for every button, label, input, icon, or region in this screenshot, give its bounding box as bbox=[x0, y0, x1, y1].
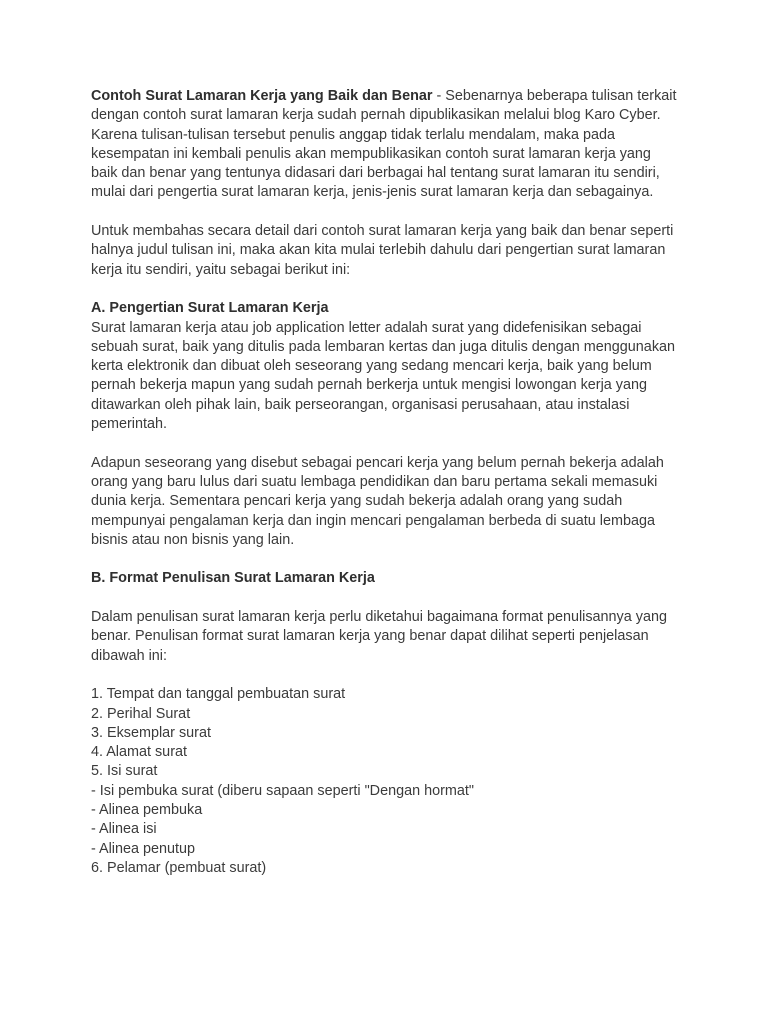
list-item: 5. Isi surat bbox=[91, 763, 158, 780]
section-a-paragraph-2 bbox=[91, 454, 691, 550]
section-a-line: Surat lamaran kerja atau job application letter adalah surat yang didefenisikan sebagai bbox=[91, 319, 642, 336]
format-list bbox=[91, 685, 691, 878]
section-b-paragraph bbox=[91, 608, 691, 666]
intro-line: kesempatan ini kembali penulis akan mempublikasikan contoh surat lamaran kerja yang bbox=[91, 145, 651, 162]
section-a-para2-line: Adapun seseorang yang disebut sebagai pencari kerja yang belum pernah bekerja adalah bbox=[91, 454, 664, 471]
section-a-line: pernah bekerja mapun yang sudah pernah berkerja untuk mengisi lowongan kerja yang bbox=[91, 377, 647, 394]
intro-title-tail: - Sebenarnya beberapa tulisan terkait bbox=[432, 88, 677, 104]
paragraph-line: Untuk membahas secara detail dari contoh surat lamaran kerja yang baik dan benar seperti bbox=[91, 223, 674, 240]
list-item: 2. Perihal Surat bbox=[91, 705, 191, 722]
document-body bbox=[91, 87, 691, 878]
second-paragraph bbox=[91, 222, 691, 280]
section-a-line: ditawarkan oleh pihak lain, baik perseorangan, organisasi perusahaan, atau instalasi bbox=[91, 396, 630, 413]
list-item: 3. Eksemplar surat bbox=[91, 724, 211, 741]
list-item: 4. Alamat surat bbox=[91, 744, 187, 761]
list-item: 1. Tempat dan tanggal pembuatan surat bbox=[91, 686, 346, 703]
section-a-line: pemerintah. bbox=[91, 416, 167, 433]
section-a-para2-line: mempunyai pengalaman kerja dan ingin mencari pengalaman berbeda di suatu lembaga bbox=[91, 512, 655, 529]
section-b-line: Dalam penulisan surat lamaran kerja perlu diketahui bagaimana format penulisannya yang bbox=[91, 609, 667, 626]
section-a bbox=[91, 299, 691, 434]
section-b-line: benar. Penulisan format surat lamaran kerja yang benar dapat dilihat seperti penjelasan bbox=[91, 628, 649, 645]
list-item: - Isi pembuka surat (diberu sapaan seperti "Dengan hormat" bbox=[91, 782, 474, 799]
section-a-para2-line: orang yang baru lulus dari suatu lembaga pendidikan dan baru pertama sekali memasuki bbox=[91, 473, 658, 490]
intro-title: Contoh Surat Lamaran Kerja yang Baik dan Benar bbox=[91, 88, 433, 104]
list-item: - Alinea isi bbox=[91, 821, 157, 838]
paragraph-line: halnya judul tulisan ini, maka akan kita mulai terlebih dahulu dari pengertian surat lamaran bbox=[91, 242, 666, 259]
intro-line: dengan contoh surat lamaran kerja sudah pernah dipublikasikan melalui blog Karo Cyber. bbox=[91, 107, 661, 124]
section-b-line: dibawah ini: bbox=[91, 647, 168, 664]
intro-first-line bbox=[91, 87, 691, 106]
list-item: 6. Pelamar (pembuat surat) bbox=[91, 859, 267, 876]
list-item: - Alinea penutup bbox=[91, 840, 196, 857]
section-a-para2-line: dunia kerja. Sementara pencari kerja yang sudah bekerja adalah orang yang sudah bbox=[91, 493, 623, 510]
section-a-heading: A. Pengertian Surat Lamaran Kerja bbox=[91, 300, 329, 317]
paragraph-line: kerja itu sendiri, yaitu sebagai berikut ini: bbox=[91, 261, 351, 278]
intro-paragraph bbox=[91, 87, 691, 203]
list-item: - Alinea pembuka bbox=[91, 801, 203, 818]
section-b-heading: B. Format Penulisan Surat Lamaran Kerja bbox=[91, 570, 375, 587]
intro-line: baik dan benar yang tentunya didasari dari berbagai hal tentang surat lamaran itu sendiri, bbox=[91, 165, 660, 182]
section-a-line: kerta elektronik dan dibuat oleh seseorang yang sedang mencari kerja, baik yang belum bbox=[91, 358, 652, 375]
intro-line: mulai dari pengertia surat lamaran kerja, jenis-jenis surat lamaran kerja dan sebagainya. bbox=[91, 184, 654, 201]
intro-line: Karena tulisan-tulisan tersebut penulis anggap tidak terlalu mendalam, maka pada bbox=[91, 126, 615, 143]
section-a-line: sebuah surat, baik yang ditulis pada lembaran kertas dan juga ditulis dengan menggunakan bbox=[91, 338, 676, 355]
section-a-para2-line: bisnis atau non bisnis yang lain. bbox=[91, 531, 295, 548]
section-b-heading-block bbox=[91, 569, 691, 588]
